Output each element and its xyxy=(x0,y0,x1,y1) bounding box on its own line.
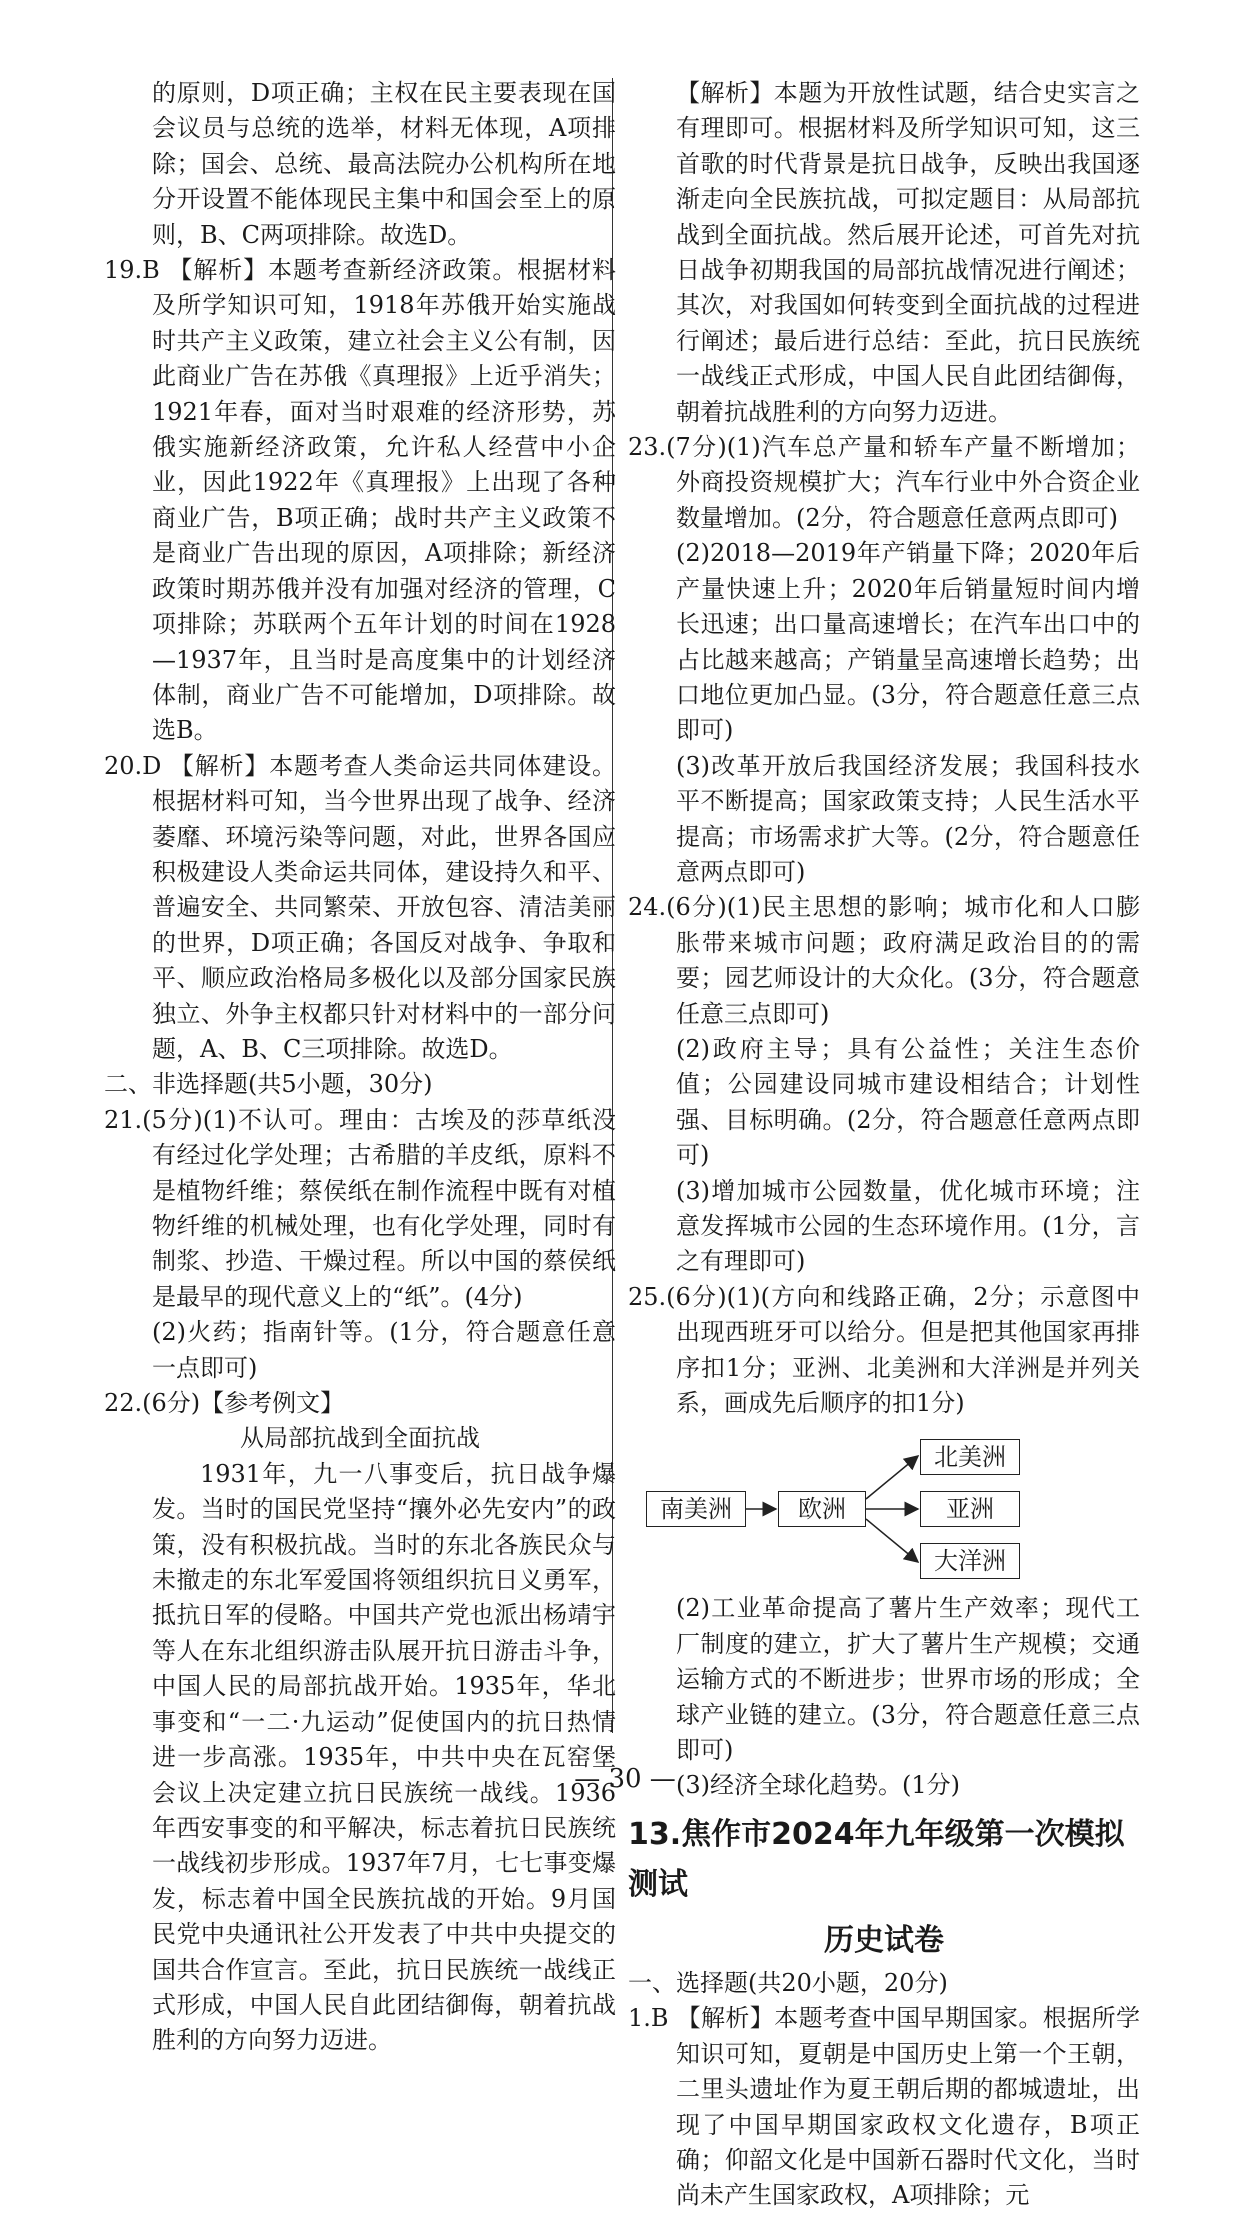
answer-21-part2: (2)火药；指南针等。(1分，符合题意任意一点即可) xyxy=(152,1318,616,1382)
section-heading-non-choice: 二、非选择题(共5小题，30分) xyxy=(104,1070,433,1099)
answer-24-part3: (3)增加城市公园数量，优化城市环境；注意发挥城市公园的生态环境作用。(1分，言之有理即可) xyxy=(676,1176,1140,1276)
essay-body: 1931年，九一八事变后，抗日战争爆发。当时的国民党坚持“攘外必先安内”的政策，没有积极抗战。当时的东北各族民众与未撤走的东北军爱国将领组织抗日义勇军，抵抗日军的侵略。中国共产党也派出杨靖宇等人在东北组织游击队展开抗日游击斗争，中国人民的局部抗战开始。1935年，华北事变和“一二·九运动”促使国内的抗日热情进一步高涨。1935年，中共中央在瓦窑堡会议上决定建立抗日民族统一战线。1936年西安事变的和平解决，标志着抗日民族统一战线初步形成。1937年7月，七七事变爆发，标志着中国全民族抗战的开始。9月国民党中央通讯社公开发表了中共中央提交的国共合作宣言。至此，抗日民族统一战线正式形成，中国人民自此团结御侮，朝着抗战胜利的方向努力迈进。 xyxy=(152,1459,616,2055)
answer-23-part3: (3)改革开放后我国经济发展；我国科技水平不断提高；国家政策支持；人民生活水平提高；市场需求扩大等。(2分，符合题意任意两点即可) xyxy=(676,751,1140,886)
exam-title-line2: 历史试卷 xyxy=(824,1922,944,1958)
arrow-europe-north-america xyxy=(866,1456,918,1499)
box-oceania: 大洋洲 xyxy=(920,1543,1020,1579)
box-north-america: 北美洲 xyxy=(920,1439,1020,1475)
answer-22-analysis: 【解析】本题为开放性试题，结合史实言之有理即可。根据材料及所学知识可知，这三首歌的时代背景是抗日战争，反映出我国逐渐走向全民族抗战，可拟定题目：从局部抗战到全面抗战。然后展开论述，可首先对抗日战争初期我国的局部抗战情况进行阐述；其次，对我国如何转变到全面抗战的过程进行阐述；最后进行总结：至此，抗日民族统一战线正式形成，中国人民自此团结御侮，朝着抗战胜利的方向努力迈进。 xyxy=(676,79,1140,426)
page-number: — 30 — xyxy=(574,1764,676,1794)
answer-20: 20.D 【解析】本题考查人类命运共同体建设。根据材料可知，当今世界出现了战争、经济萎靡、环境污染等问题，对此，世界各国应积极建设人类命运共同体，建设持久和平、普遍安全、共同繁荣、开放包容、清洁美丽的世界，D项正确；各国反对战争、争取和平、顺应政治格局多极化以及部分国家民族独立、外争主权都只针对材料中的一部分问题，A、B、C三项排除。故选D。 xyxy=(104,751,616,1063)
answer-19: 19.B 【解析】本题考查新经济政策。根据材料及所学知识可知，1918年苏俄开始实施战时共产主义政策，建立社会主义公有制，因此商业广告在苏俄《真理报》上近乎消失；1921年春，面对当时艰难的经济形势，苏俄实施新经济政策，允许私人经营中小企业，因此1922年《真理报》上出现了各种商业广告，B项正确；战时共产主义政策不是商业广告出现的原因，A项排除；新经济政策时期苏俄并没有加强对经济的管理，C项排除；苏联两个五年计划的时间在1928—1937年，且当时是高度集中的计划经济体制，商业广告不可能增加，D项排除。故选B。 xyxy=(104,256,616,745)
left-column xyxy=(104,76,616,2059)
answer-22-heading: 22.(6分)【参考例文】 xyxy=(104,1389,345,1418)
section-heading-choice: 一、选择题(共20小题，20分) xyxy=(628,1968,948,1997)
answer-1: 1.B 【解析】本题考查中国早期国家。根据所学知识可知，夏朝是中国历史上第一个王朝，二里头遗址作为夏王朝后期的都城遗址，出现了中国早期国家政权文化遗存，B项正确；仰韶文化是中国新石器时代文化，当时尚未产生国家政权，A项排除；元 xyxy=(628,2004,1140,2210)
box-europe: 欧洲 xyxy=(778,1491,866,1527)
essay-title: 从局部抗战到全面抗战 xyxy=(240,1424,480,1453)
exam-title-line1: 13.焦作市2024年九年级第一次模拟测试 xyxy=(628,1816,1125,1902)
answer-25-part2: (2)工业革命提高了薯片生产效率；现代工厂制度的建立，扩大了薯片生产规模；交通运输方式的不断进步；世界市场的形成；全球产业链的建立。(3分，符合题意任意三点即可) xyxy=(676,1594,1140,1765)
answer-24-part2: (2)政府主导；具有公益性；关注生态价值；公园建设同城市建设相结合；计划性强、目标明确。(2分，符合题意任意两点即可) xyxy=(676,1034,1140,1170)
box-south-america: 南美洲 xyxy=(646,1491,746,1527)
answer-24-part1: 24.(6分)(1)民主思想的影响；城市化和人口膨胀带来城市问题；政府满足政治目的的需要；园艺师设计的大众化。(3分，符合题意任意三点即可) xyxy=(628,893,1140,1028)
answer-25-part1: 25.(6分)(1)(方向和线路正确，2分；示意图中出现西班牙可以给分。但是把其他国家再排序扣1分；亚洲、北美洲和大洋洲是并列关系，画成先后顺序的扣1分) xyxy=(628,1282,1140,1418)
answer-23-part1: 23.(7分)(1)汽车总产量和轿车产量不断增加；外商投资规模扩大；汽车行业中外合资企业数量增加。(2分，符合题意任意两点即可) xyxy=(628,433,1140,532)
answer-25-part3: (3)经济全球化趋势。(1分) xyxy=(676,1771,960,1800)
answer-18-continued: 的原则，D项正确；主权在民主要表现在国会议员与总统的选举，材料无体现，A项排除；国会、总统、最高法院办公机构所在地分开设置不能体现民主集中和国会至上的原则，B、C两项排除。故选D。 xyxy=(152,79,616,249)
arrow-europe-oceania xyxy=(866,1519,918,1562)
answer-23-part2: (2)2018—2019年产销量下降；2020年后产量快速上升；2020年后销量短时间内增长迅速；出口量高速增长；在汽车出口中的占比越来越高；产销量呈高速增长趋势；出口地位更加凸显。(3分，符合题意任意三点即可) xyxy=(676,539,1140,745)
box-asia: 亚洲 xyxy=(920,1491,1020,1527)
right-column xyxy=(628,76,1140,2214)
route-diagram xyxy=(628,1429,1140,1589)
answer-21-part1: 21.(5分)(1)不认可。理由：古埃及的莎草纸没有经过化学处理；古希腊的羊皮纸，原料不是植物纤维；蔡侯纸在制作流程中既有对植物纤维的机械处理，也有化学处理，同时有制浆、抄造、干燥过程。所以中国的蔡侯纸是最早的现代意义上的“纸”。(4分) xyxy=(104,1105,616,1311)
